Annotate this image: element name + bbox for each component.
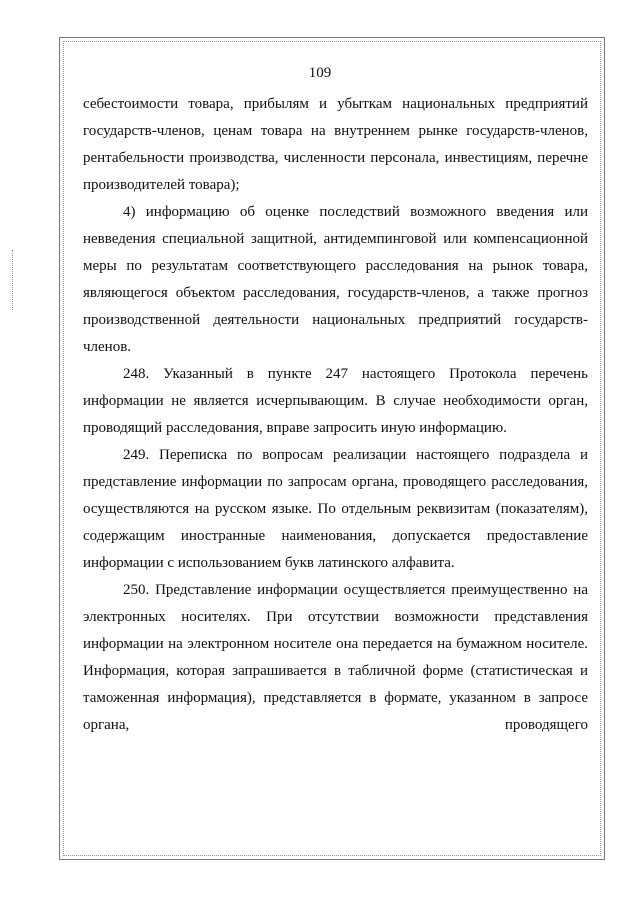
document-body: [83, 91, 588, 739]
paragraph-248: 248. Указанный в пункте 247 настоящего Протокола перечень информации не является исчерпывающим. В случае необходимости орган, проводящий расследования, вправе запросить иную информацию.: [83, 366, 588, 436]
margin-mark: [12, 250, 14, 310]
paragraph-249: 249. Переписка по вопросам реализации настоящего подраздела и представление информации по запросам органа, проводящего расследования, осуществляются на русском языке. По отдельным реквизитам (показателям), содержащим иностранные наименования, допускается предоставление информации с использованием букв латинского алфавита.: [83, 447, 588, 571]
page-number: 109: [308, 65, 332, 81]
paragraph-continued: себестоимости товара, прибылям и убыткам национальных предприятий государств-членов, ценам товара на внутреннем рынке государств-членов, рентабельности производства, численности персонала, инвестициям, перечне производителей товара);: [83, 96, 588, 193]
paragraph-250: 250. Представление информации осуществляется преимущественно на электронных носителях. При отсутствии возможности представления информации на электронном носителе она передается на бумажном носителе. Информация, которая запрашивается в табличной форме (статистическая и таможенная информация), представляется в формате, указанном в запросе органа, проводящего: [83, 582, 588, 733]
paragraph-item-4: 4) информацию об оценке последствий возможного введения или невведения специальной защитной, антидемпинговой или компенсационной меры по результатам соответствующего расследования на рынок товара, являющегося объектом расследования, государств-членов, а также прогноз производственной деятельности национальных предприятий государств-членов.: [83, 204, 588, 355]
